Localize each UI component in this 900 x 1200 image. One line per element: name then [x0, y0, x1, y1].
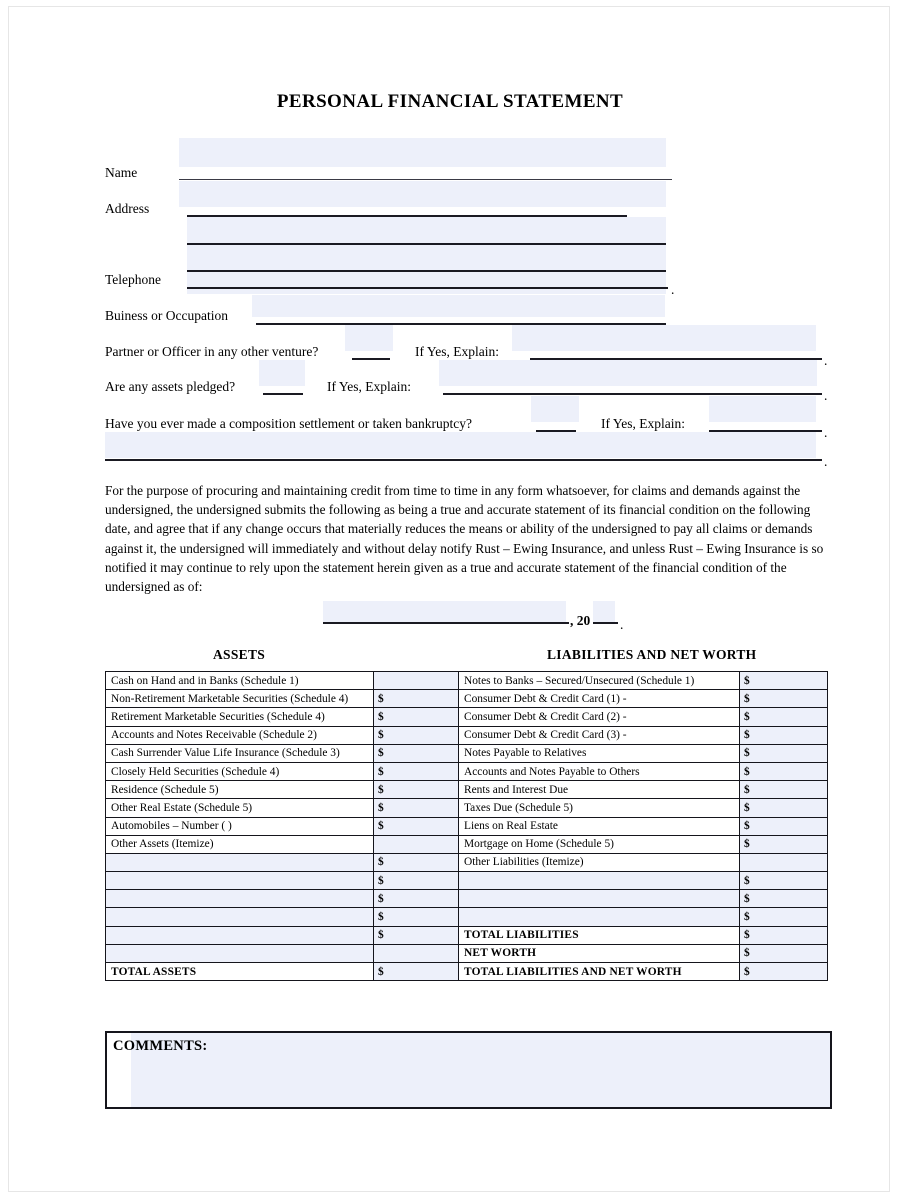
asset-amount-cell[interactable]: $ [374, 744, 459, 762]
liability-label-cell[interactable]: NET WORTH [459, 944, 740, 962]
liability-amount-cell[interactable]: $ [740, 781, 828, 799]
name-rule[interactable] [179, 179, 672, 180]
liability-amount-cell[interactable] [740, 853, 828, 871]
asset-label-cell[interactable]: Other Assets (Itemize) [106, 835, 374, 853]
asset-label-cell[interactable]: Automobiles – Number ( ) [106, 817, 374, 835]
liability-label-cell[interactable] [459, 872, 740, 890]
bankruptcy-period: . [824, 425, 828, 440]
asset-label-cell[interactable]: Cash on Hand and in Banks (Schedule 1) [106, 672, 374, 690]
bankruptcy-explain-fill[interactable] [709, 396, 816, 422]
liability-amount-cell[interactable]: $ [740, 944, 828, 962]
asset-label-cell[interactable] [106, 944, 374, 962]
table-row [106, 799, 828, 817]
liability-label-cell[interactable] [459, 908, 740, 926]
liability-label-cell[interactable]: Consumer Debt & Credit Card (3) - [459, 726, 740, 744]
bankruptcy-explain-label: If Yes, Explain: [601, 416, 685, 431]
liability-amount-cell[interactable]: $ [740, 926, 828, 944]
asset-label-cell[interactable]: TOTAL ASSETS [106, 963, 374, 981]
asset-amount-cell[interactable] [374, 672, 459, 690]
asset-label-cell[interactable] [106, 890, 374, 908]
page-title: PERSONAL FINANCIAL STATEMENT [276, 91, 624, 112]
liability-label-cell[interactable]: Taxes Due (Schedule 5) [459, 799, 740, 817]
date-field-fill[interactable] [323, 601, 566, 622]
partner-explain-fill[interactable] [512, 325, 816, 351]
liability-amount-cell[interactable]: $ [740, 726, 828, 744]
liability-amount-cell[interactable]: $ [740, 890, 828, 908]
liabilities-heading: LIABILITIES AND NET WORTH [547, 647, 757, 662]
table-row [106, 926, 828, 944]
asset-label-cell[interactable] [106, 926, 374, 944]
table-row [106, 908, 828, 926]
table-row [106, 690, 828, 708]
date-period: . [620, 617, 624, 632]
telephone-field-fill[interactable] [187, 272, 666, 294]
address-field-fill-2[interactable] [187, 217, 666, 243]
asset-label-cell[interactable]: Non-Retirement Marketable Securities (Schedule 4) [106, 690, 374, 708]
asset-amount-cell[interactable]: $ [374, 726, 459, 744]
address-field-fill-3[interactable] [187, 245, 666, 271]
liability-amount-cell[interactable]: $ [740, 799, 828, 817]
liability-amount-cell[interactable]: $ [740, 872, 828, 890]
name-label: Name [105, 165, 138, 180]
page-sheet [9, 7, 891, 1193]
business-label: Buiness or Occupation [105, 308, 228, 323]
liability-label-cell[interactable]: Accounts and Notes Payable to Others [459, 762, 740, 780]
liability-amount-cell[interactable]: $ [740, 835, 828, 853]
table-row [106, 963, 828, 981]
liability-amount-cell[interactable]: $ [740, 672, 828, 690]
asset-amount-cell[interactable]: $ [374, 708, 459, 726]
telephone-period: . [671, 282, 675, 297]
asset-label-cell[interactable]: Other Real Estate (Schedule 5) [106, 799, 374, 817]
pledged-answer-rule[interactable] [263, 393, 303, 395]
table-row [106, 853, 828, 871]
liability-label-cell[interactable]: Notes Payable to Relatives [459, 744, 740, 762]
address-label: Address [105, 201, 150, 216]
date-rule[interactable] [323, 622, 569, 624]
liability-label-cell[interactable]: Notes to Banks – Secured/Unsecured (Schedule 1) [459, 672, 740, 690]
bankruptcy-overflow-fill[interactable] [105, 432, 816, 458]
table-row [106, 817, 828, 835]
asset-label-cell[interactable]: Retirement Marketable Securities (Schedule 4) [106, 708, 374, 726]
table-row [106, 944, 828, 962]
liability-label-cell[interactable]: Consumer Debt & Credit Card (2) - [459, 708, 740, 726]
liability-amount-cell[interactable]: $ [740, 690, 828, 708]
liability-label-cell[interactable]: Mortgage on Home (Schedule 5) [459, 835, 740, 853]
liability-label-cell[interactable]: Other Liabilities (Itemize) [459, 853, 740, 871]
asset-label-cell[interactable]: Closely Held Securities (Schedule 4) [106, 762, 374, 780]
partner-period: . [824, 353, 828, 368]
asset-amount-cell[interactable]: $ [374, 781, 459, 799]
financial-table [105, 671, 828, 981]
asset-label-cell[interactable] [106, 853, 374, 871]
asset-label-cell[interactable]: Cash Surrender Value Life Insurance (Schedule 3) [106, 744, 374, 762]
liability-label-cell[interactable]: Liens on Real Estate [459, 817, 740, 835]
date-year-prefix: , 20 [570, 613, 591, 628]
liability-amount-cell[interactable]: $ [740, 817, 828, 835]
liability-amount-cell[interactable]: $ [740, 963, 828, 981]
asset-amount-cell[interactable]: $ [374, 908, 459, 926]
pledged-answer-fill[interactable] [259, 360, 305, 386]
partner-question-label: Partner or Officer in any other venture? [105, 344, 319, 359]
liability-amount-cell[interactable]: $ [740, 708, 828, 726]
asset-amount-cell[interactable]: $ [374, 872, 459, 890]
liability-amount-cell[interactable]: $ [740, 762, 828, 780]
statement-paragraph: For the purpose of procuring and maintaining credit from time to time in any form whatsoever, for claims and demands against the undersigned, the undersigned submits the following as being a true and accurate statement of its financial condition on the following date, and agree that if any change occurs that materially reduces the means or ability of the undersigned to pay all claims or demands against it, the undersigned will immediately and without delay notify Rust – Ewing Insurance, and unless Rust – Ewing Insurance is so notified it may continue to rely upon the statement herein given as a true and accurate statement of the financial condition of the undersigned as of: [105, 483, 824, 595]
asset-amount-cell[interactable] [374, 835, 459, 853]
asset-amount-cell[interactable]: $ [374, 926, 459, 944]
asset-amount-cell[interactable]: $ [374, 799, 459, 817]
table-row [106, 726, 828, 744]
pledged-explain-fill[interactable] [439, 360, 817, 386]
asset-amount-cell[interactable]: $ [374, 963, 459, 981]
pledged-question-label: Are any assets pledged? [105, 379, 236, 394]
liability-label-cell[interactable]: Consumer Debt & Credit Card (1) - [459, 690, 740, 708]
table-row [106, 781, 828, 799]
asset-amount-cell[interactable]: $ [374, 690, 459, 708]
partner-answer-rule[interactable] [352, 358, 390, 360]
comments-label: COMMENTS: [113, 1038, 208, 1054]
pledged-explain-rule[interactable] [443, 393, 822, 395]
table-row [106, 672, 828, 690]
asset-label-cell[interactable]: Accounts and Notes Receivable (Schedule 2) [106, 726, 374, 744]
table-row [106, 708, 828, 726]
asset-amount-cell[interactable]: $ [374, 817, 459, 835]
asset-amount-cell[interactable] [374, 944, 459, 962]
liability-amount-cell[interactable]: $ [740, 744, 828, 762]
asset-amount-cell[interactable]: $ [374, 890, 459, 908]
liability-label-cell[interactable]: TOTAL LIABILITIES [459, 926, 740, 944]
liability-label-cell[interactable] [459, 890, 740, 908]
table-row [106, 890, 828, 908]
bankruptcy-overflow-rule[interactable] [105, 459, 822, 461]
partner-explain-label: If Yes, Explain: [415, 344, 499, 359]
liability-amount-cell[interactable]: $ [740, 908, 828, 926]
asset-label-cell[interactable] [106, 908, 374, 926]
telephone-label: Telephone [105, 272, 162, 287]
pledged-explain-label: If Yes, Explain: [327, 379, 411, 394]
business-field-fill[interactable] [252, 295, 665, 317]
table-row [106, 835, 828, 853]
telephone-rule[interactable] [187, 287, 668, 289]
asset-amount-cell[interactable]: $ [374, 762, 459, 780]
table-row [106, 744, 828, 762]
liability-label-cell[interactable]: TOTAL LIABILITIES AND NET WORTH [459, 963, 740, 981]
assets-heading: ASSETS [213, 647, 266, 662]
bankruptcy-overflow-period: . [824, 454, 828, 469]
table-row [106, 762, 828, 780]
comments-input-fill[interactable] [131, 1033, 830, 1107]
bankruptcy-question-label: Have you ever made a composition settlement or taken bankruptcy? [105, 416, 472, 431]
address-field-fill-1[interactable] [179, 181, 666, 207]
date-year-fill[interactable] [593, 601, 615, 622]
document-page [8, 6, 890, 1192]
name-field-fill[interactable] [179, 138, 666, 167]
date-year-rule[interactable] [593, 622, 618, 624]
asset-label-cell[interactable] [106, 872, 374, 890]
pledged-period: . [824, 388, 828, 403]
partner-answer-fill[interactable] [345, 325, 393, 351]
table-row [106, 872, 828, 890]
asset-label-cell[interactable]: Residence (Schedule 5) [106, 781, 374, 799]
asset-amount-cell[interactable]: $ [374, 853, 459, 871]
bankruptcy-answer-fill[interactable] [531, 396, 579, 422]
financial-table-body [106, 672, 828, 981]
liability-label-cell[interactable]: Rents and Interest Due [459, 781, 740, 799]
